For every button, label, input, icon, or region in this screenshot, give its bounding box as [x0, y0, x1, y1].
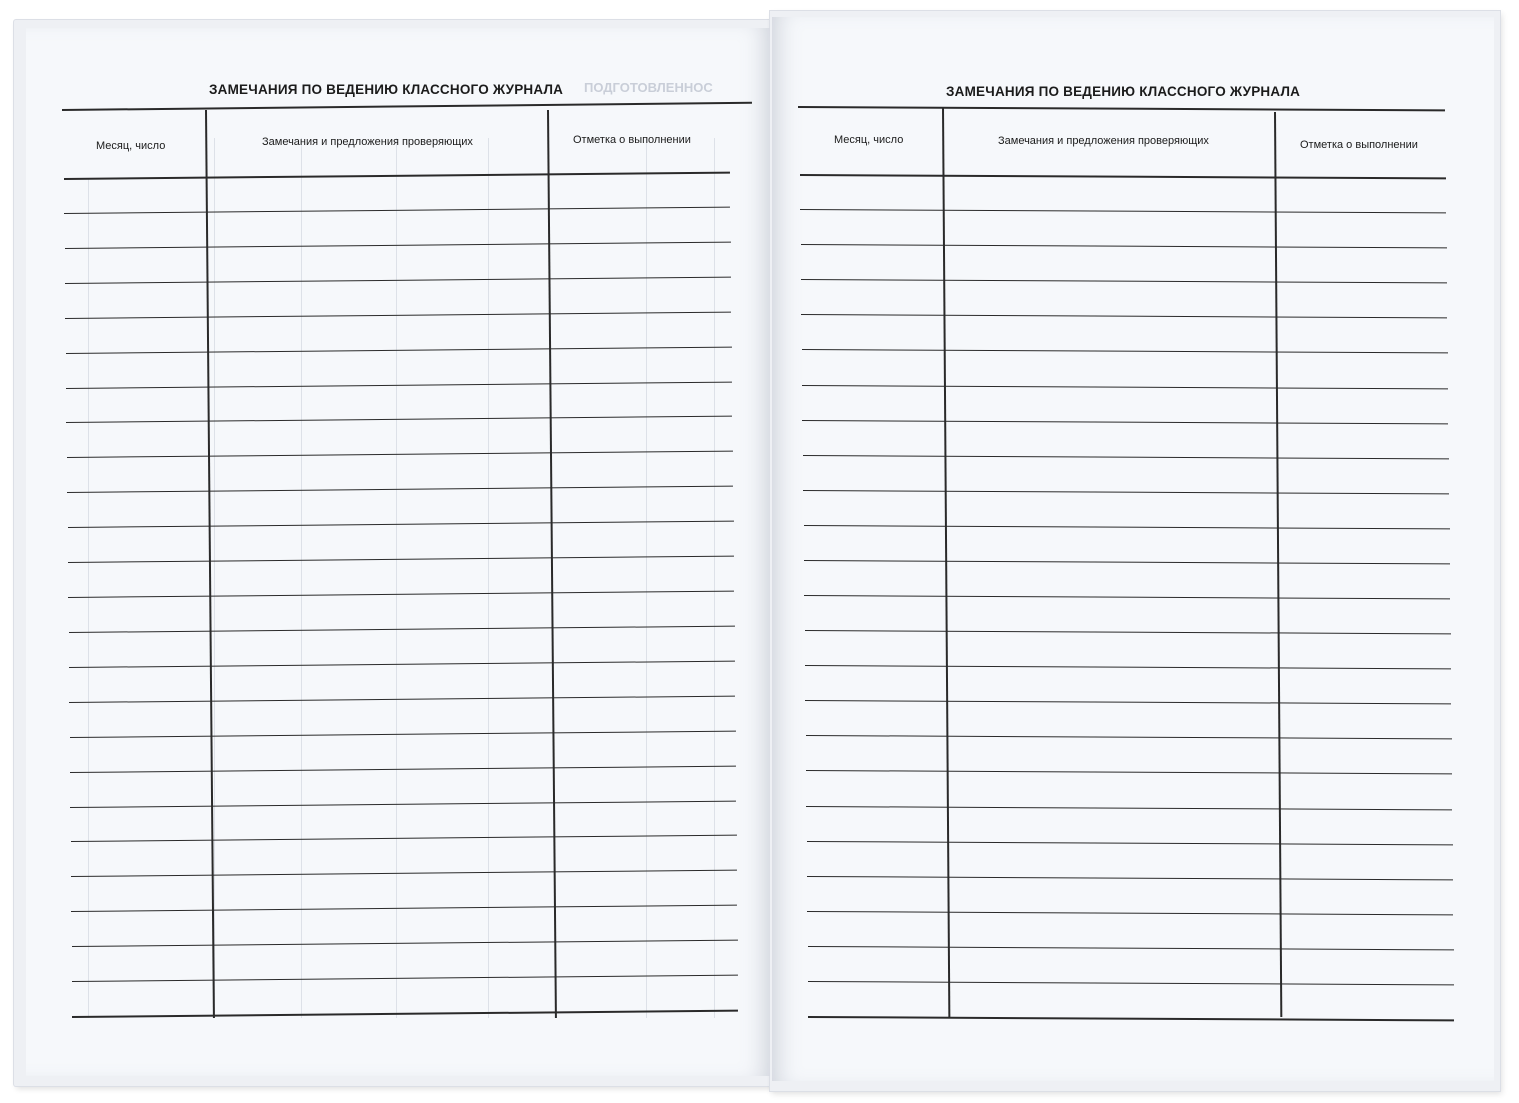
right-page	[772, 17, 1494, 1081]
column-header-date: Месяц, число	[834, 134, 904, 146]
table-bottom-border	[72, 1010, 738, 1018]
show-through-text: ПОДГОТОВЛЕННОС	[584, 80, 713, 95]
row-line	[807, 876, 1453, 881]
row-line	[808, 946, 1454, 951]
column-header-remarks: Замечания и предложения проверяющих	[262, 136, 473, 148]
row-line	[801, 279, 1447, 284]
row-line	[66, 381, 732, 389]
row-line	[806, 735, 1452, 740]
row-line	[69, 626, 735, 634]
column-header-remarks: Замечания и предложения проверяющих	[998, 135, 1209, 147]
table-top-border	[62, 102, 752, 111]
row-line	[801, 244, 1447, 249]
row-line	[806, 806, 1452, 811]
row-line	[802, 420, 1448, 425]
row-line	[801, 314, 1447, 319]
row-line	[806, 770, 1452, 775]
row-line	[807, 911, 1453, 916]
row-line	[65, 311, 731, 319]
row-line	[65, 241, 731, 249]
table-top-border	[798, 106, 1445, 111]
row-line	[805, 665, 1451, 670]
row-line	[807, 841, 1453, 846]
row-line	[70, 800, 736, 808]
row-line	[800, 209, 1446, 214]
row-line	[805, 700, 1451, 705]
table-bottom-border	[808, 1016, 1454, 1021]
row-line	[802, 385, 1448, 390]
page-title: ЗАМЕЧАНИЯ ПО ВЕДЕНИЮ КЛАССНОГО ЖУРНАЛА	[209, 82, 564, 97]
show-through-column	[488, 138, 489, 1018]
show-through-column	[214, 138, 215, 1018]
row-line	[68, 556, 734, 564]
row-line	[802, 349, 1448, 354]
show-through-column	[646, 138, 647, 1018]
row-line	[803, 490, 1449, 495]
column-divider	[547, 110, 557, 1018]
row-line	[804, 595, 1450, 600]
column-header-completion: Отметка о выполнении	[573, 134, 691, 146]
row-line	[67, 451, 733, 459]
row-line	[808, 981, 1454, 986]
row-line	[69, 695, 735, 703]
row-line	[68, 591, 734, 599]
row-line	[70, 765, 736, 773]
row-line	[804, 560, 1450, 565]
left-page	[26, 28, 770, 1076]
column-header-completion: Отметка о выполнении	[1300, 139, 1418, 151]
column-header-date: Месяц, число	[96, 140, 166, 152]
row-line	[805, 630, 1451, 635]
show-through-column	[301, 138, 302, 1018]
show-through-column	[714, 138, 715, 1018]
row-line	[69, 660, 735, 668]
row-line	[72, 940, 738, 948]
header-bottom-border	[800, 174, 1446, 179]
row-line	[71, 870, 737, 878]
row-line	[67, 521, 733, 529]
row-line	[71, 835, 737, 843]
row-line	[70, 730, 736, 738]
row-line	[64, 207, 730, 215]
show-through-column	[396, 138, 397, 1018]
page-title: ЗАМЕЧАНИЯ ПО ВЕДЕНИЮ КЛАССНОГО ЖУРНАЛА	[946, 84, 1301, 99]
row-line	[803, 525, 1449, 530]
row-line	[66, 416, 732, 424]
row-line	[67, 486, 733, 494]
row-line	[803, 455, 1449, 460]
row-line	[66, 346, 732, 354]
row-line	[72, 975, 738, 983]
row-line	[71, 905, 737, 913]
row-line	[65, 276, 731, 284]
